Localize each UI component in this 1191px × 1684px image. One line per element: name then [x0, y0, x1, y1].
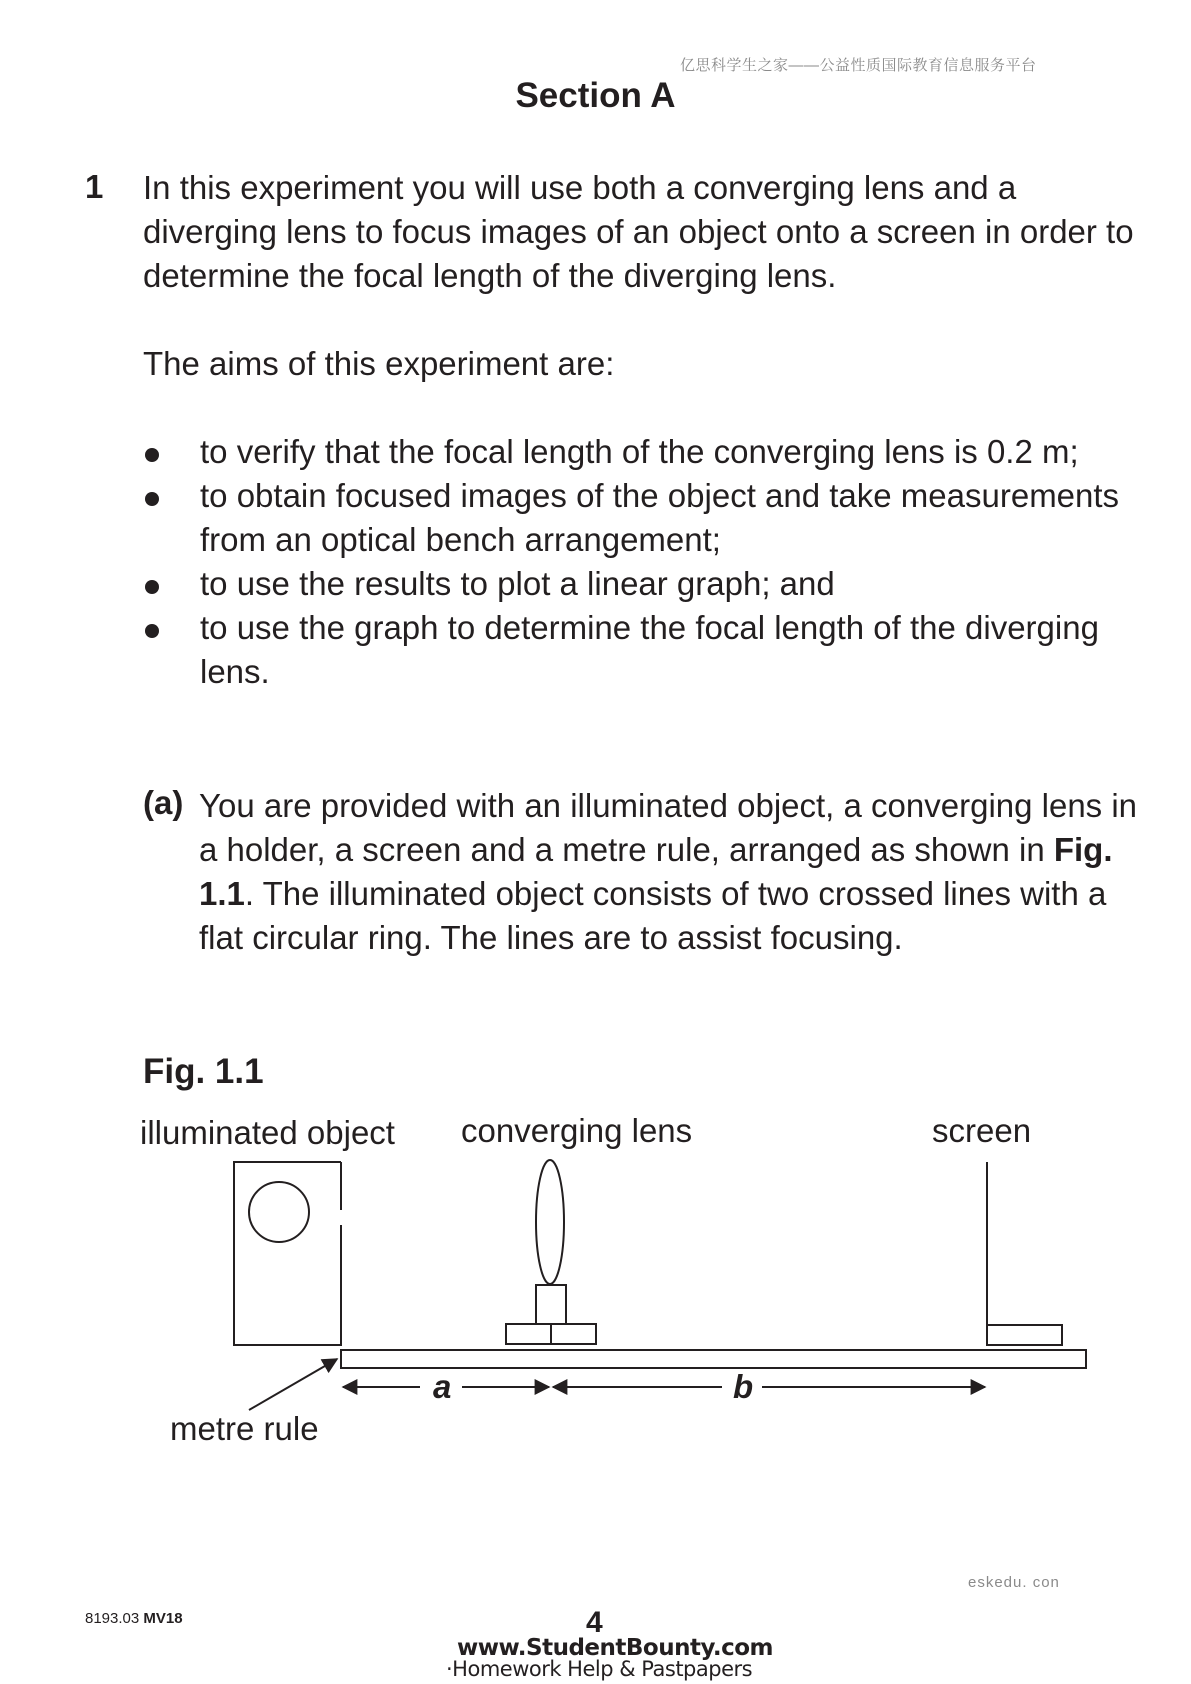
- label-metre-rule: metre rule: [170, 1410, 319, 1447]
- label-distance-a: a: [433, 1368, 452, 1405]
- part-a-text-before: You are provided with an illuminated object, a converging lens in a holder, a screen and a metre rule, arranged as shown in: [199, 787, 1138, 868]
- illuminated-object-box: [234, 1162, 341, 1345]
- aim-text: to verify that the focal length of the converging lens is 0.2 m;: [200, 433, 1079, 470]
- section-title: Section A: [515, 76, 676, 115]
- paper-code-bold: MV18: [143, 1610, 183, 1627]
- aim-text: to use the graph to determine the focal length of the diverging lens.: [200, 609, 1099, 690]
- label-converging-lens: converging lens: [461, 1112, 693, 1149]
- screen-base: [987, 1325, 1062, 1345]
- studentbounty-tagline: ·Homework Help & Pastpapers: [446, 1657, 753, 1681]
- paper-code-number: 8193.03: [85, 1610, 140, 1627]
- part-a-text-after: . The illuminated object consists of two crossed lines with a flat circular ring. The lines are to assist focusing.: [199, 875, 1107, 956]
- studentbounty-url: www.StudentBounty.com: [457, 1635, 773, 1661]
- metre-rule-bar: [341, 1350, 1086, 1368]
- converging-lens-shape: [536, 1160, 564, 1284]
- paper-code: [85, 1610, 183, 1627]
- figure-caption: Fig. 1.1: [143, 1052, 264, 1091]
- label-screen: screen: [932, 1112, 1032, 1149]
- aim-text: to use the results to plot a linear graph; and: [200, 565, 835, 602]
- part-a-label: (a): [143, 784, 184, 821]
- page-number: 4: [586, 1606, 603, 1639]
- question-number: 1: [85, 168, 104, 205]
- figure-reference: Fig. 1.1: [199, 831, 1113, 912]
- header-watermark: 亿思科学生之家——公益性质国际教育信息服务平台: [680, 57, 1037, 74]
- label-illuminated-object: illuminated object: [140, 1114, 395, 1151]
- object-ring: [249, 1182, 309, 1242]
- footer-watermark: eskedu. con: [968, 1574, 1060, 1591]
- lens-stem: [536, 1285, 566, 1324]
- label-distance-b: b: [733, 1368, 754, 1405]
- aim-text: to obtain focused images of the object and take measurements from an optical bench arrangement;: [200, 477, 1120, 558]
- metre-rule-pointer: [249, 1359, 337, 1410]
- question-intro: In this experiment you will use both a converging lens and a diverging lens to focus images of an object onto a screen in order to determine the focal length of the diverging lens.: [143, 169, 1134, 294]
- aims-heading: The aims of this experiment are:: [143, 345, 615, 382]
